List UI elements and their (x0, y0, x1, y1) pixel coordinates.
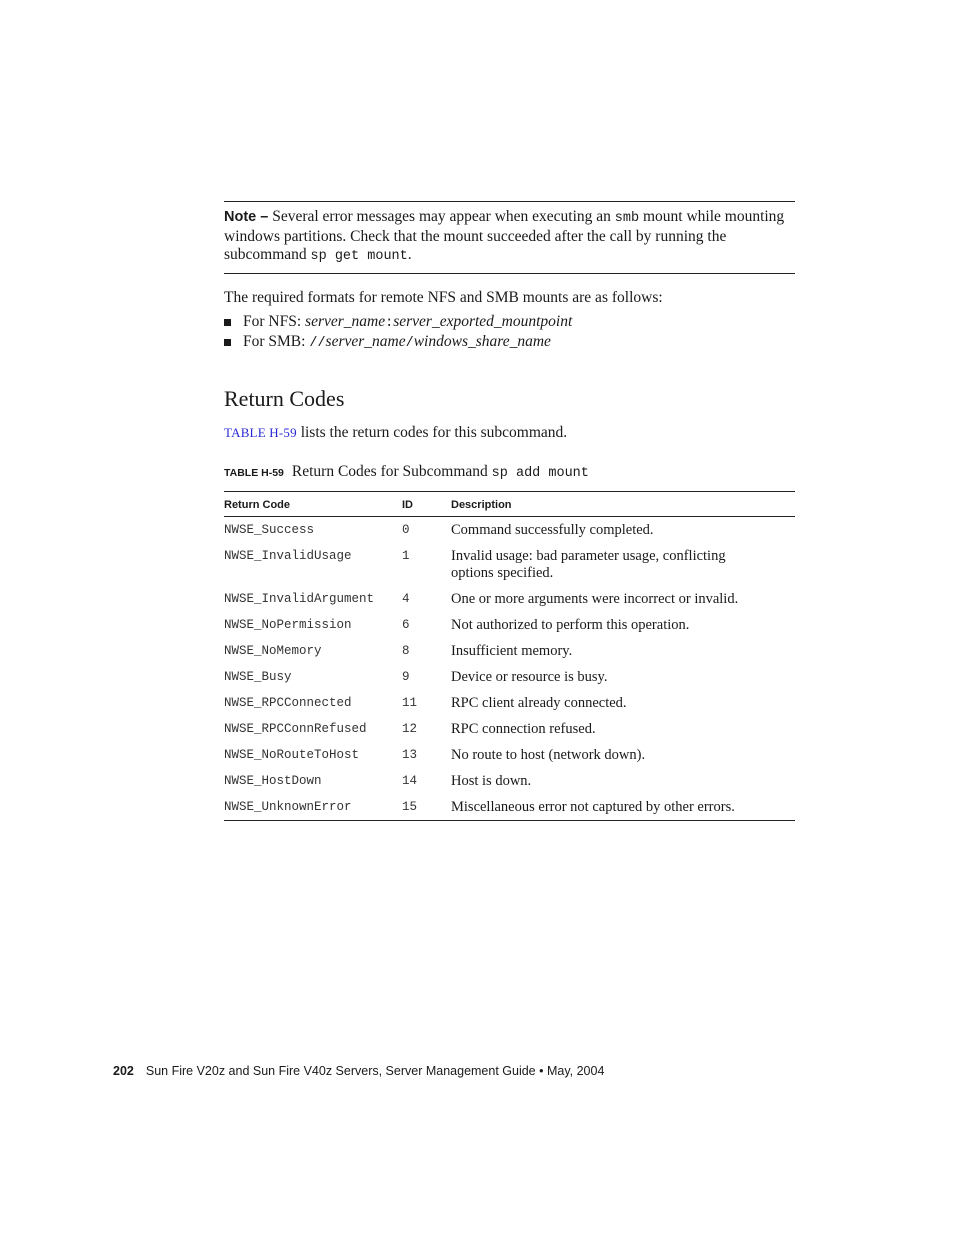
id-cell: 4 (402, 592, 410, 606)
id-cell: 14 (402, 774, 418, 788)
column-header-id: ID (402, 492, 451, 517)
table-caption (224, 463, 589, 483)
column-header-return-code: Return Code (224, 492, 402, 517)
id-cell: 13 (402, 748, 418, 762)
footer-text: Sun Fire V20z and Sun Fire V40z Servers, Server Management Guide • May, 2004 (145, 1064, 605, 1078)
table-row (224, 794, 795, 821)
format-prefix: For SMB: (243, 333, 310, 350)
format-prefix: For NFS: (243, 313, 306, 330)
format-part: / (405, 336, 414, 351)
id-cell: 8 (402, 644, 410, 658)
intro-paragraph: The required formats for remote NFS and SMB mounts are as follows: (224, 289, 663, 306)
return-code-cell: NWSE_InvalidArgument (224, 592, 375, 606)
format-part: server_exported_mountpoint (393, 313, 573, 330)
table-caption-code: sp add mount (491, 466, 589, 481)
description-cell: Miscellaneous error not captured by other errors. (451, 799, 735, 815)
table-row (224, 638, 795, 664)
return-code-cell: NWSE_NoRouteToHost (224, 748, 360, 762)
format-part: windows_share_name (413, 333, 551, 350)
id-cell: 6 (402, 618, 410, 632)
note-text: . (407, 246, 412, 263)
table-row (224, 716, 795, 742)
xref-paragraph (224, 424, 567, 442)
bullet-square-icon (224, 339, 231, 346)
table-row (224, 612, 795, 638)
description-cell: Not authorized to perform this operation. (451, 617, 690, 633)
formats-list (224, 313, 795, 353)
id-cell: 15 (402, 800, 418, 814)
xref-text: lists the return codes for this subcommand. (296, 424, 568, 441)
id-cell: 12 (402, 722, 418, 736)
list-item (224, 313, 795, 333)
note-text: Several error messages may appear when executing an (268, 208, 615, 225)
table-row (224, 586, 795, 612)
table-row (224, 690, 795, 716)
section-heading: Return Codes (224, 386, 345, 411)
return-code-cell: NWSE_RPCConnRefused (224, 722, 367, 736)
description-cell: One or more arguments were incorrect or invalid. (451, 591, 739, 607)
return-code-cell: NWSE_HostDown (224, 774, 322, 788)
description-cell: No route to host (network down). (451, 747, 646, 763)
table-row (224, 768, 795, 794)
page-number: 202 (113, 1064, 134, 1078)
table-caption-text: Return Codes for Subcommand (291, 463, 492, 480)
id-cell: 11 (402, 696, 418, 710)
description-cell: Insufficient memory. (451, 643, 573, 659)
description-cell: Invalid usage: bad parameter usage, conflicting options specified. (451, 548, 726, 581)
format-part: // (309, 336, 326, 351)
id-cell: 1 (402, 549, 410, 563)
format-part: : (385, 316, 394, 331)
note-label: Note – (224, 209, 269, 225)
page-footer (113, 1063, 604, 1079)
table-row (224, 742, 795, 768)
column-header-description: Description (451, 492, 795, 517)
bullet-square-icon (224, 319, 231, 326)
return-codes-table (224, 491, 795, 821)
id-cell: 9 (402, 670, 410, 684)
format-part: server_name (305, 313, 386, 330)
return-code-cell: NWSE_InvalidUsage (224, 549, 352, 563)
description-cell: RPC connection refused. (451, 721, 596, 737)
table-row (224, 664, 795, 690)
note-box (224, 201, 795, 274)
table-row (224, 517, 795, 544)
table-xref-link[interactable]: TABLE H-59 (224, 425, 297, 440)
description-cell: RPC client already connected. (451, 695, 627, 711)
table-caption-label: TABLE H-59 (224, 467, 284, 479)
return-code-cell: NWSE_NoMemory (224, 644, 322, 658)
description-cell: Device or resource is busy. (451, 669, 608, 685)
list-item (224, 333, 795, 353)
table-row (224, 543, 795, 586)
note-code-get-mount: sp get mount (310, 249, 408, 264)
return-code-cell: NWSE_Busy (224, 670, 292, 684)
return-code-cell: NWSE_RPCConnected (224, 696, 352, 710)
table-header-row (224, 492, 795, 517)
return-code-cell: NWSE_NoPermission (224, 618, 352, 632)
description-cell: Command successfully completed. (451, 522, 654, 538)
note-text: mount while mounting windows partitions. Check that the mount succeeded after the call by running the subcommand (224, 208, 785, 263)
format-part: server_name (325, 333, 406, 350)
note-code-smb: smb (614, 211, 640, 226)
id-cell: 0 (402, 523, 410, 537)
description-cell: Host is down. (451, 773, 532, 789)
return-code-cell: NWSE_Success (224, 523, 315, 537)
return-code-cell: NWSE_UnknownError (224, 800, 352, 814)
